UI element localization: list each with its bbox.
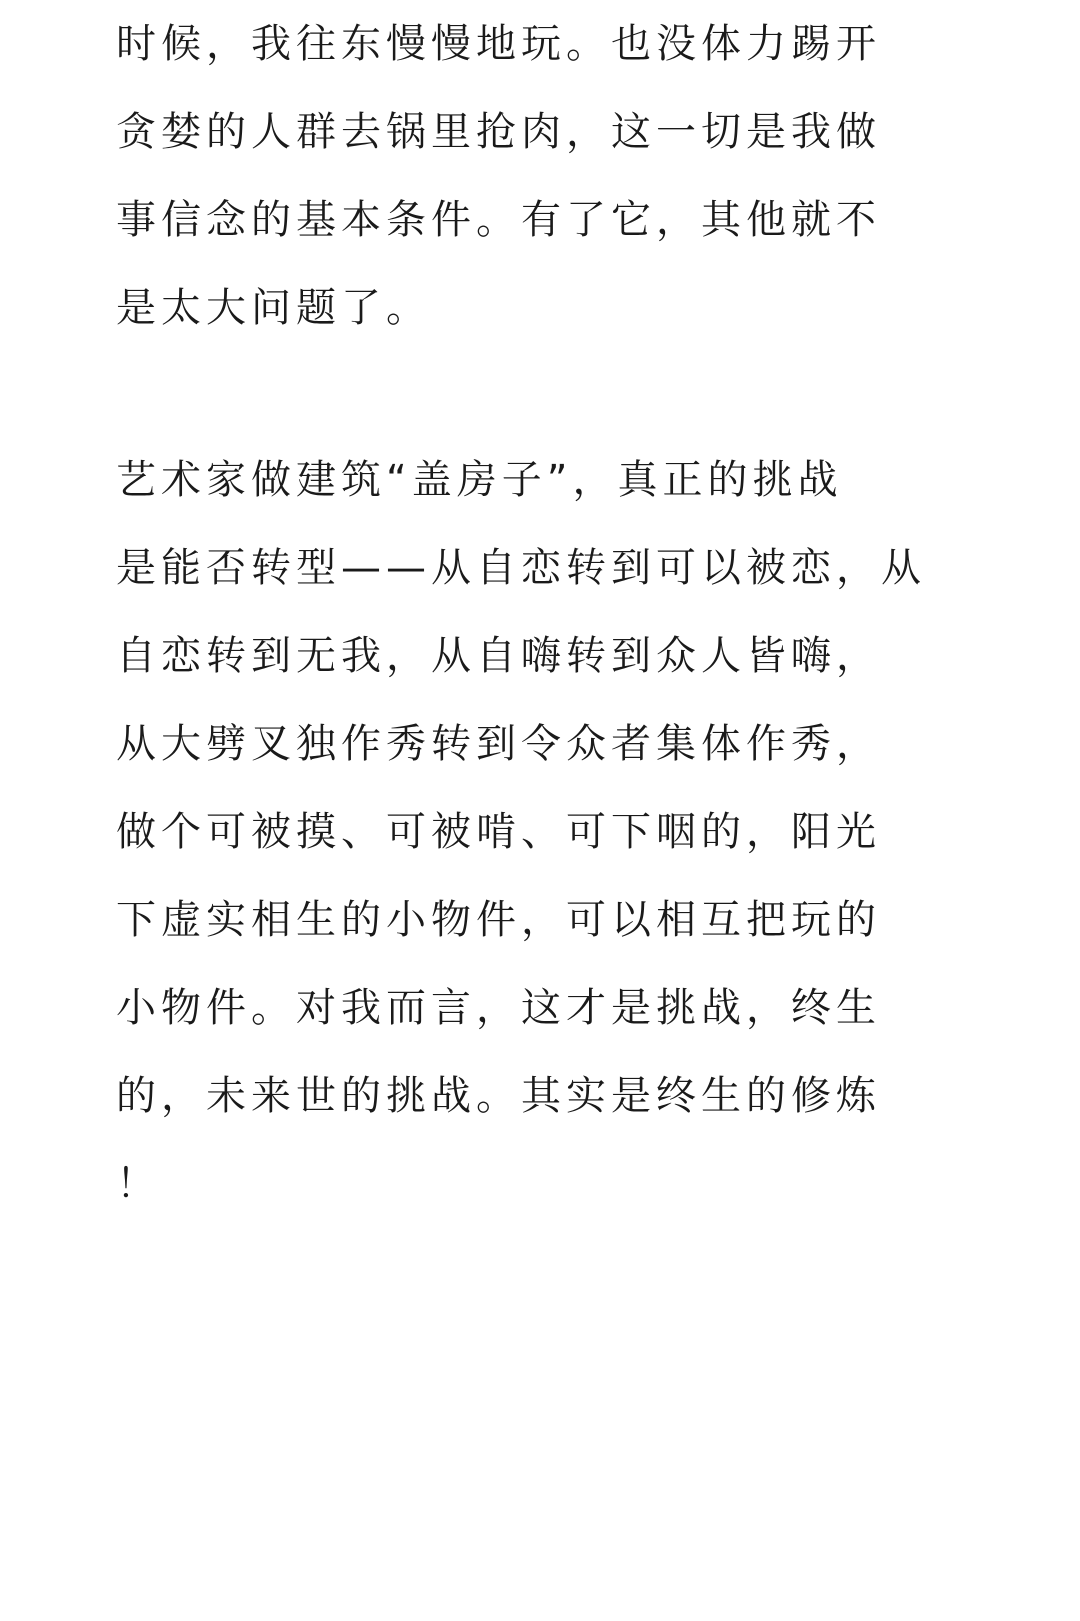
- paragraph-line: 是能否转型——从自恋转到可以被恋，从: [116, 545, 926, 591]
- paragraph-line: 自恋转到无我，从自嗨转到众人皆嗨，: [116, 633, 881, 679]
- paragraph-line: 从大劈叉独作秀转到令众者集体作秀，: [116, 721, 881, 767]
- paragraph-1: [116, 0, 881, 352]
- paragraph-2: [116, 436, 926, 1228]
- paragraph-line: 事信念的基本条件。有了它，其他就不: [116, 197, 881, 243]
- paragraph-line: 时候，我往东慢慢地玩。也没体力踢开: [116, 21, 881, 67]
- paragraph-line: ！: [116, 1161, 161, 1207]
- paragraph-line: 艺术家做建筑“盖房子”，真正的挑战: [116, 457, 843, 503]
- paragraph-line: 下虚实相生的小物件，可以相互把玩的: [116, 897, 881, 943]
- paragraph-line: 小物件。对我而言，这才是挑战，终生: [116, 985, 881, 1031]
- paragraph-line: 是太大问题了。: [116, 285, 431, 331]
- paragraph-line: 做个可被摸、可被啃、可下咽的，阳光: [116, 809, 881, 855]
- paragraph-line: 贪婪的人群去锅里抢肉，这一切是我做: [116, 109, 881, 155]
- paragraph-line: 的，未来世的挑战。其实是终生的修炼: [116, 1073, 881, 1119]
